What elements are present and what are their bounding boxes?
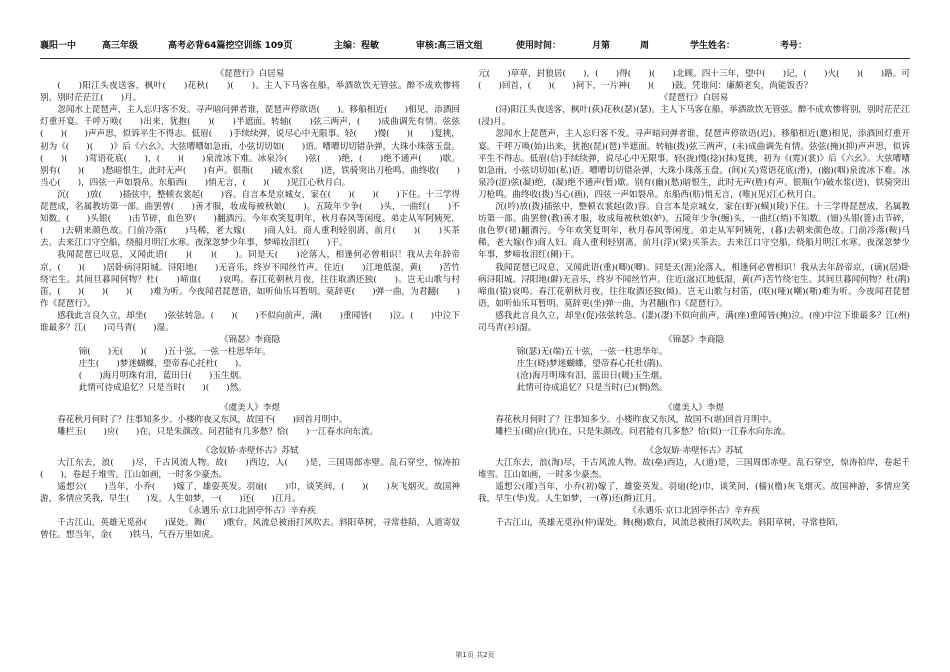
poem-title: 《永遇乐·京口北固亭怀古》辛弃疾 [184, 506, 316, 517]
text-paragraph: 大江东去，浪( )尽，千古风流人物。故( )西边，人( )是，三国周郎赤壁。乱石穿空，惊涛拍( )，卷起千堆雪。江山如画，一时多少豪杰。 [40, 457, 460, 480]
editor-label: 主编：程敏 [334, 41, 380, 51]
text-paragraph: 大江东去，浪(淘)尽，千古风流人物。故(垒)西边，人(道)是，三国周郎赤壁。乱石穿空，惊涛拍岸，卷起千堆雪。江山如画，一时多少豪杰。 [478, 457, 910, 480]
page-footer: 第1页 共2页 [455, 651, 495, 659]
text-paragraph: 此情可待成追忆？只是当时( )( )然。 [78, 383, 247, 394]
spacer [478, 395, 910, 402]
text-paragraph: 春花秋月何时了？往事知多少。小楼昨夜又东风，故国不(堪)回首月明中。 [495, 414, 777, 425]
text-paragraph: 我闻琵琶已叹息，又闻此语( )( )( )。同是天( )沦落人，相逢何必曾相识！我从去年辞帝京，( )( )居卧病浔阳城。浔阳地( )无音乐，终岁不闻丝竹声。住近( )江地低湿，黄( )苦竹绕宅生。其间旦暮闻何物？杜( )啼血( )哀鸣。春江花朝秋月夜，往往取酒还独( )。岂无山歌与村笛，( )( )( )( )难为听。今夜闻君琵琶语，如听仙乐耳暂明。莫辞更( )弹一曲，为君翻( )作《琵琶行》。 [40, 250, 460, 309]
spacer [40, 395, 460, 402]
text-paragraph: 沉(吟)放(拨)插弦中，整顿衣裳起(敛)容。自言本是京城女，家在(虾)(蟆)(陵)下住。十三学得琵琶成，名属教坊第一部。曲罢曾(教)善才服，妆成每被秋娘(妒)。五陵年少争(缠)头，一曲红(绡)不知数。(钿)头银(篦)击节碎，血色罗(裙)翻酒污。今年欢笑复明年，秋月春风等闲度。弟走从军阿姨死，(暮)去朝来颜色故。门前冷落(鞍)马稀，老大嫁(作)商人妇。商人重利轻别离，前月(浮)(梁)买茶去。去来江口守空船，绕船月明江水寒。夜深忽梦少年事，梦啼妆泪红(阑)干。 [478, 202, 910, 261]
grade-label: 高三年级 [102, 41, 139, 51]
poem-title: 《念奴娇·赤壁怀古》苏轼 [645, 445, 743, 456]
text-paragraph: 遥想公( )当年，小乔( )嫁了，雄姿英发。羽扇( )巾，谈笑间，( )( )灰飞烟灭。故国神游，多情应笑我，早生( )发。人生如梦，一( )还( )江月。 [40, 482, 460, 505]
school-name: 襄阳一中 [40, 41, 77, 51]
usage-time-label: 使用时间： [516, 41, 562, 51]
page-header [40, 36, 910, 52]
spacer [40, 438, 460, 445]
text-paragraph: ( )海月明珠有泪，蓝田日( )玉生烟。 [78, 371, 247, 382]
text-paragraph: 我闻琵琶已叹息，又闻此语(重)(唧)(唧)。同是天(涯)沦落人，相逢何必曾相识！我从去年辞帝京，(谪)(居)卧病浔阳城。浔阳地(僻)无音乐，终岁不闻丝竹声。住近(湓)江地低湿，黄(芦)苦竹绕宅生。其间旦暮闻何物？杜(鹃)啼血(猿)哀鸣。春江花朝秋月夜，往往取酒还独(倾)。岂无山歌与村笛，(呕)(哑)(嘲)(哳)难为听。今夜闻君琵琶语，如听仙乐耳暂明。莫辞更(坐)弹一曲，为君翻(作)《琵琶行》。 [478, 262, 910, 309]
text-paragraph: 忽闻水上琵琶声，主人忘归客不发。寻声暗问弹者谁，琵琶声停欲语( )。移船相近( )相见，添酒回灯重开宴。千呼万唤( )出来，犹抱( )( )半遮面。转轴( )弦三两声，( )成曲调先有情。弦弦( )( )声声思，似诉平生不得志。低眉( )手续续弹，说尽心中无限事。轻( )慢( )( )复挑，初为《( )( )》后《六幺》。大弦嘈嘈如急雨，小弦切切如( )语。嘈嘈切切错杂弹，大珠小珠落玉盘。( )( )莺语花底( )，( )( )泉流冰下难。冰泉冷( )弦( )绝，( )绝不通声( )歇。别有( )( )愁暗恨生，此时无声( )有声。银瓶( )破水浆( )迸，铁骑突出刀枪鸣。曲终收( )当心( )，四弦一声如裂帛。东船西( )悄无言，( )( )见江心秋月白。 [40, 105, 460, 188]
answer-key-column [478, 68, 910, 628]
text-paragraph: 庄生(晓)梦迷蝴蝶，望帝春心托杜(鹃)。 [516, 359, 668, 370]
month-label: 月第 [592, 41, 611, 51]
text-paragraph: (沧)海月明珠有泪，蓝田日(暖)玉生烟。 [516, 371, 668, 382]
week-label: 周 [640, 41, 650, 51]
text-paragraph: 忽闻水上琵琶声，主人忘归客不发。寻声暗问弹者谁，琵琶声停欲语(迟)。移船相近(邀)相见，添酒回灯重开宴。千呼万唤(始)出来，犹抱(琵)(琶)半遮面。转轴(拨)弦三两声，(未)成曲调先有情。弦弦(掩)(抑)声声思，似诉平生不得志。低眉(信)手续续弹，说尽心中无限事。轻(拢)慢(捻)(抹)复挑，初为《(霓)(裳)》后《六幺》。大弦嘈嘈如急雨，小弦切切如(私)语。嘈嘈切切错杂弹，大珠小珠落玉盘。(间)(关)莺语花底(滑)，(幽)(咽)泉流冰下难。冰泉冷(涩)弦(凝)绝，(凝)绝不通声(暂)歇。别有(幽)(愁)暗恨生，此时无声(胜)有声。银瓶(乍)破水浆(迸)，铁骑突出刀枪鸣。曲终收(拨)当心(画)，四弦一声如裂帛。东船西(舫)悄无言，(唯)(见)江心秋月白。 [478, 129, 910, 200]
text-paragraph: 锦(瑟)无(端)五十弦，一弦一柱思华年。 [516, 347, 668, 358]
reviewer-label: 审核:高三语文组 [416, 41, 483, 51]
text-paragraph: ( )阳江头夜送客，枫叶( )花秋( )( )。主人下马客在船，举酒欲饮无管弦。醉不成欢惨将别，别时茫茫江( )月。 [40, 81, 460, 104]
poem-title: 《琵琶行》白居易 [659, 93, 729, 104]
header-divider [40, 58, 910, 59]
text-paragraph: 元( )草草，封狼居( )，( )得( )( )北顾。四十三年，望中( )记，( )火( )( )路。可( )回首，( )( )祠下，一片神( )( )鼓。凭谁问：廉颇老矣，尚能饭否？ [478, 69, 910, 92]
poem-title: 《念奴娇·赤壁怀古》苏轼 [201, 445, 299, 456]
poem-title: 《虞美人》李煜 [663, 402, 725, 413]
text-paragraph: 此情可待成追忆？只是当时(已)(惘)然。 [516, 383, 668, 394]
blank-exercise-column [40, 68, 460, 628]
poem-title: 《锦瑟》李商隐 [663, 335, 725, 346]
poem-title: 《永遇乐·京口北固亭怀古》辛弃疾 [628, 506, 760, 517]
text-paragraph: 锦( )无( )( )五十弦，一弦一柱思华年。 [78, 347, 271, 358]
poem-title: 《锦瑟》李商隐 [219, 335, 281, 346]
text-paragraph: 沉( )放( )插弦中，整顿衣裳起( )容。自言本是京城女，家在( )( )( )下住。十三学得琵琶成，名属教坊第一部。曲罢曾( )善才服，妆成每被秋娘( )。五陵年少争( )头，一曲红( )不知数。( )头银( )击节碎，血色罗( )翻酒污。今年欢笑复明年，秋月春风等闲度。弟走从军阿姨死，( )去朝来颜色故。门前冷落( )马稀，老大嫁( )商人妇。商人重利轻别离，前月( )( )买茶去。去来江口守空船，绕船月明江水寒。夜深忽梦少年事，梦啼妆泪红( )干。 [40, 189, 460, 249]
poem-title: 《琵琶行》白居易 [215, 69, 285, 79]
poem-title: 《虞美人》李煜 [219, 402, 281, 413]
student-name-label: 学生姓名： [690, 41, 736, 51]
text-paragraph: 千古江山，英雄无觅孙( )谋处。舞( )歌台，风流总被雨打风吹去。斜阳草树，寻常巷陌，人道寄奴曾住。想当年，金( )铁马，气吞万里如虎。 [40, 518, 460, 541]
student-number-label: 考号： [780, 41, 808, 51]
text-paragraph: 庄生( )梦迷蝴蝶，望帝春心托杜( )。 [78, 359, 247, 370]
text-paragraph: 春花秋月何时了？往事知多少。小楼昨夜又东风，故国不( )回首月明中。 [57, 414, 348, 425]
text-paragraph: 千古江山，英雄无觅孙(仲)谋处。舞(榭)歌台，风流总被雨打风吹去。斜阳草树，寻常巷陌， [495, 518, 844, 529]
text-paragraph: 雕栏玉(砌)应(犹)在，只是朱颜改。问君能有几多愁？恰(似)一江春水向东流。 [495, 426, 791, 437]
text-paragraph: 遥想公(瑾)当年，小乔(初)嫁了，雄姿英发。羽扇(纶)巾，谈笑间，(樯)(橹)灰飞烟灭。故国神游，多情应笑我，早生(华)发。人生如梦，一(尊)还(酹)江月。 [478, 482, 910, 505]
text-paragraph: 雕栏玉( )应( )在，只是朱颜改。问君能有几多愁？恰( )一江春水向东流。 [57, 426, 379, 437]
text-paragraph: (浔)阳江头夜送客，枫叶(荻)花秋(瑟)(瑟)。主人下马客在船，举酒欲饮无管弦。醉不成欢惨将别，别时茫茫江(浸)月。 [478, 105, 910, 128]
text-paragraph: 感我此言良久立，却坐(促)弦弦转急。(凄)(凄)不似向前声，满(座)重闻皆(掩)泣。(座)中泣下谁最多？江(州)司马青(衫)湿。 [478, 310, 910, 333]
spacer [478, 438, 910, 445]
worksheet-title: 高考必背64篇挖空训练 109页 [168, 41, 293, 51]
text-paragraph: 感我此言良久立，却坐( )弦弦转急。( )( )不似向前声，满( )重闻皆( )泣。( )中泣下谁最多？江( )司马青( )湿。 [40, 310, 460, 333]
